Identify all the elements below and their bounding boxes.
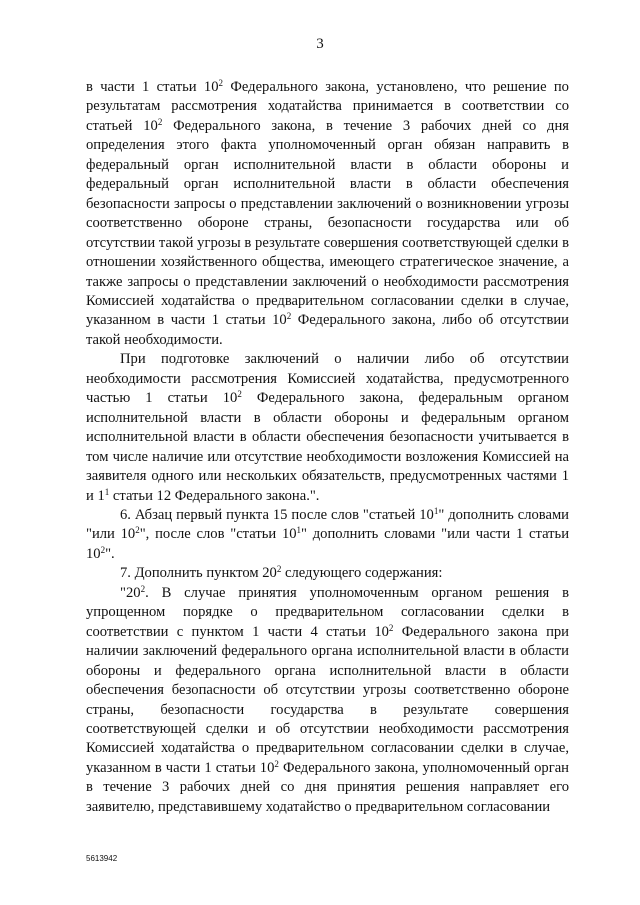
- superscript: 1: [296, 525, 302, 536]
- superscript: 2: [157, 116, 163, 127]
- text-run: следующего содержания:: [281, 565, 443, 582]
- paragraph: [86, 584, 569, 817]
- text-run: в части 1 статьи 10: [86, 79, 219, 95]
- superscript: 2: [286, 311, 292, 322]
- text-run: ", после слов "статьи 10: [139, 526, 297, 543]
- text-run: " дополнить словами "или 10: [86, 506, 569, 543]
- document-body: [86, 78, 569, 817]
- text-run: "20: [120, 584, 141, 601]
- superscript: 2: [218, 78, 224, 88]
- text-run: Федерального закона, в течение 3 рабочих дней со дня определения этого факта уполномоченный орган обязан направить в федеральный орган исполнительной власти в области обороны и федеральный орган исполнительной власти в области обеспечения безопасности запросы о представлении заключений о возникновении угрозы соответственно обороне страны, безопасности государства или об отсутствии такой угрозы в результате совершения соответствующей сделки в отношении хозяйственного общества, имеющего стратегическое значение, а также запросы о представлении заключений о необходимости рассмотрения Комиссией ходатайства о предварительном согласовании сделки в случае, указанном в части 1 статьи 10: [86, 117, 569, 329]
- superscript: 2: [135, 525, 140, 536]
- superscript: 2: [237, 389, 242, 400]
- superscript: 1: [433, 505, 439, 516]
- superscript: 2: [276, 564, 282, 575]
- text-run: ".: [105, 545, 115, 562]
- paragraph: [86, 564, 569, 583]
- text-run: 6. Абзац первый пункта 15 после слов "статьей 10: [120, 506, 434, 523]
- document-code: 5613942: [86, 854, 118, 863]
- paragraph: [86, 350, 569, 506]
- page-number: 3: [316, 36, 324, 52]
- text-run: Федерального закона, федеральным органом исполнительной власти в области обороны и федеральным органом исполнительной власти в области обеспечения безопасности учитывается в том числе наличие или отсутствие необходимости возложения Комиссией на заявителя одного или нескольких обязательств, предусмотренных частями 1 и 1: [86, 390, 569, 504]
- text-run: 7. Дополнить пунктом 20: [120, 565, 277, 582]
- text-run: Федерального закона, уполномоченный орган в течение 3 рабочих дней со дня принятия решения направляет его заявителю, представившему ходатайство о предварительном согласовании: [86, 759, 569, 815]
- text-run: Федерального закона, либо об отсутствии такой необходимости.: [86, 312, 569, 348]
- superscript: 1: [104, 486, 110, 497]
- paragraph: [86, 78, 569, 350]
- text-run: Федерального закона, установлено, что решение по результатам рассмотрения ходатайства принимается в соответствии со статьей 10: [86, 79, 569, 134]
- text-run: " дополнить словами "или части 1 статьи 10: [86, 526, 570, 562]
- superscript: 2: [388, 622, 394, 633]
- text-run: Федерального закона при наличии заключений федерального органа исполнительной власти в области обороны и федерального органа исполнительной власти в области обеспечения безопасности об отсутствии угрозы соответственно обороне страны, безопасности государства в результате совершения соответствующей сделки и об отсутствии необходимости рассмотрения Комиссией ходатайства о предварительном согласовании сделки в случае, указанном в части 1 статьи 10: [86, 623, 569, 776]
- text-run: При подготовке заключений о наличии либо об отсутствии необходимости рассмотрения Комиссией ходатайства, предусмотренного частью 1 статьи 10: [86, 351, 569, 407]
- text-run: статьи 12 Федерального закона.".: [109, 487, 320, 504]
- superscript: 2: [140, 583, 146, 594]
- superscript: 2: [100, 544, 106, 555]
- superscript: 2: [274, 758, 279, 769]
- paragraph: [86, 506, 569, 564]
- text-run: . В случае принятия уполномоченным органом решения в упрощенном порядке о предварительном согласовании сделки в соответствии с пунктом 1 части 4 статьи 10: [86, 584, 569, 640]
